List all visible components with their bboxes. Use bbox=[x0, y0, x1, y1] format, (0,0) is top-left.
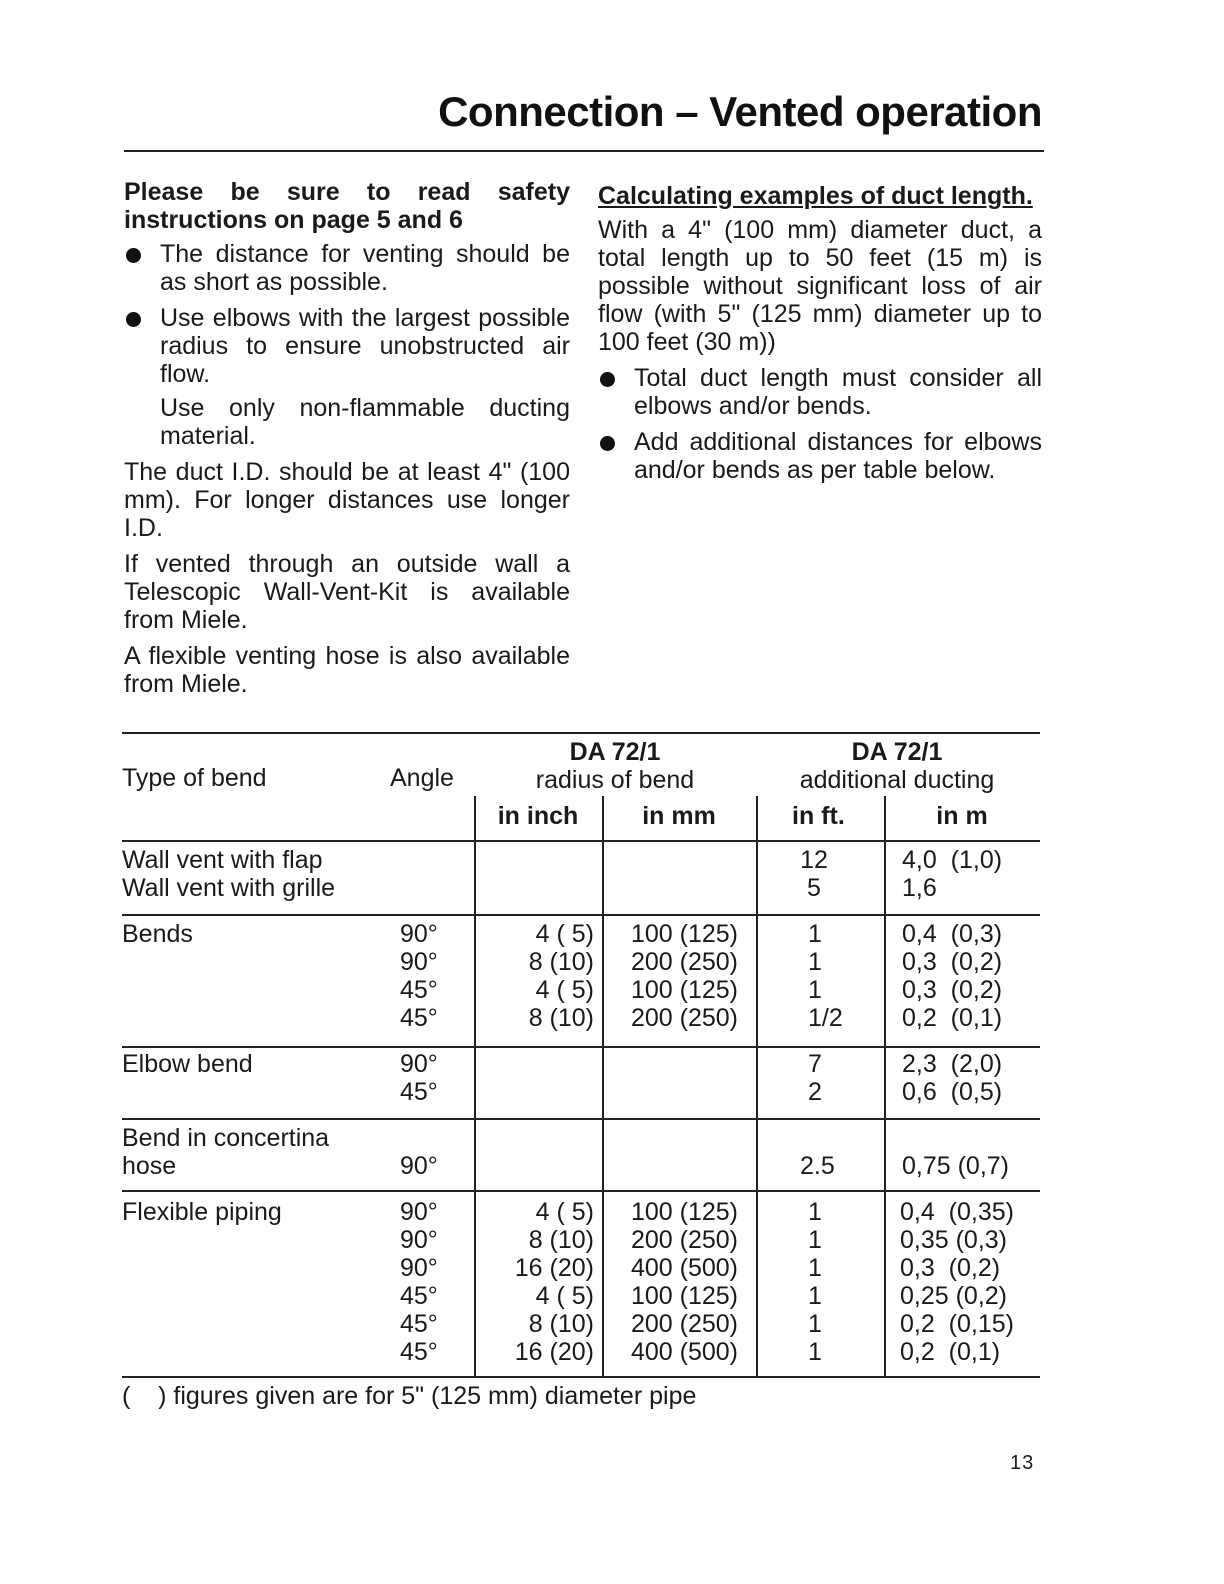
bullet-icon bbox=[600, 436, 615, 451]
row-rule bbox=[122, 1190, 1040, 1192]
title-rule bbox=[124, 150, 1044, 152]
header-group2-model: DA 72/1 bbox=[851, 738, 943, 766]
page-number: 13 bbox=[1010, 1452, 1035, 1474]
header-type: Type of bend bbox=[122, 764, 267, 792]
row-ft: 2.5 bbox=[800, 1152, 835, 1180]
list-item bbox=[598, 428, 1042, 484]
examples-heading: Calculating examples of duct length. bbox=[598, 182, 1033, 210]
row-rule bbox=[122, 914, 1040, 916]
left-bullet-list bbox=[124, 240, 570, 388]
row-ft: 7 2 bbox=[808, 1050, 822, 1106]
right-bullet-list bbox=[598, 364, 1042, 484]
paragraph: A flexible venting hose is also available from Miele. bbox=[124, 642, 570, 698]
column-rule bbox=[602, 796, 604, 1376]
right-column bbox=[598, 180, 1042, 492]
row-type: Wall vent with flap Wall vent with grille bbox=[122, 846, 336, 902]
bullet-continuation: Use only non-flammable ducting material. bbox=[160, 394, 570, 450]
header-angle: Angle bbox=[390, 764, 454, 792]
header-group2-label: additional ducting bbox=[799, 766, 995, 794]
page-title: Connection – Vented operation bbox=[438, 88, 1042, 135]
header-group1-label: radius of bend bbox=[535, 766, 695, 794]
paragraph: If vented through an outside wall a Telescopic Wall-Vent-Kit is available from Miele. bbox=[124, 550, 570, 634]
row-mm: 100 (125) 200 (250) 100 (125) 200 (250) bbox=[630, 920, 738, 1032]
bullet-text: Total duct length must consider all elbows and/or bends. bbox=[634, 364, 1042, 420]
bullet-icon bbox=[126, 312, 141, 327]
header-in-inch: in inch bbox=[497, 802, 579, 830]
list-item bbox=[124, 304, 570, 388]
table-top-rule bbox=[122, 732, 1040, 734]
row-inch: 4 ( 5) 8 (10) 4 ( 5) 8 (10) bbox=[528, 920, 594, 1032]
row-angle: 90° 45° bbox=[400, 1050, 438, 1106]
table-footnote: ( ) figures given are for 5" (125 mm) diameter pipe bbox=[122, 1382, 697, 1410]
header-in-ft: in ft. bbox=[792, 802, 845, 830]
list-item bbox=[598, 364, 1042, 420]
row-m: 0,75 (0,7) bbox=[902, 1152, 1010, 1180]
row-type: Bends bbox=[122, 920, 193, 948]
row-m: 2,3 (2,0) 0,6 (0,5) bbox=[902, 1050, 1003, 1106]
bullet-text: Add additional distances for elbows and/or bends as per table below. bbox=[634, 428, 1042, 484]
row-ft: 1 1 1 1/2 bbox=[808, 920, 843, 1032]
row-angle: 90° 90° 45° 45° bbox=[400, 920, 438, 1032]
list-item bbox=[124, 240, 570, 296]
safety-heading: Please be sure to read safety instructions on page 5 and 6 bbox=[124, 178, 570, 234]
row-ft: 12 5 bbox=[800, 846, 828, 902]
bullet-icon bbox=[126, 248, 141, 263]
bullet-icon bbox=[600, 372, 615, 387]
row-mm: 100 (125) 200 (250) 400 (500) 100 (125) 200 (250) 400 (500) bbox=[630, 1198, 738, 1366]
paragraph: The duct I.D. should be at least 4" (100 mm). For longer distances use longer I.D. bbox=[124, 458, 570, 542]
header-group1-model: DA 72/1 bbox=[569, 738, 661, 766]
header-in-mm: in mm bbox=[642, 802, 716, 830]
column-rule bbox=[756, 796, 758, 1376]
bullet-text: Use elbows with the largest possible radius to ensure unobstructed air flow. bbox=[160, 304, 570, 388]
paragraph: With a 4" (100 mm) diameter duct, a total length up to 50 feet (15 m) is possible without significant loss of air flow (with 5" (125 mm) diameter up to 100 feet (30 m)) bbox=[598, 216, 1042, 356]
row-angle: 90° 90° 90° 45° 45° 45° bbox=[400, 1198, 438, 1366]
row-type: Flexible piping bbox=[122, 1198, 282, 1226]
row-type: Elbow bend bbox=[122, 1050, 253, 1078]
column-rule bbox=[884, 796, 886, 1376]
row-ft: 1 1 1 1 1 1 bbox=[808, 1198, 822, 1366]
header-rule bbox=[122, 840, 1040, 842]
row-m: 0,4 (0,35) 0,35 (0,3) 0,3 (0,2) 0,25 (0,2) 0,2 (0,15) 0,2 (0,1) bbox=[900, 1198, 1014, 1366]
header-in-m: in m bbox=[936, 802, 988, 830]
row-inch: 4 ( 5) 8 (10) 16 (20) 4 ( 5) 8 (10) 16 (20) bbox=[514, 1198, 594, 1366]
row-m: 4,0 (1,0) 1,6 bbox=[902, 846, 1003, 902]
column-rule bbox=[474, 796, 476, 1376]
row-angle: 90° bbox=[400, 1152, 438, 1180]
row-rule bbox=[122, 1046, 1040, 1048]
bullet-text: The distance for venting should be as short as possible. bbox=[160, 240, 570, 296]
table-bottom-rule bbox=[122, 1376, 1040, 1378]
row-type: Bend in concertina hose bbox=[122, 1124, 330, 1180]
left-column bbox=[124, 178, 570, 698]
row-m: 0,4 (0,3) 0,3 (0,2) 0,3 (0,2) 0,2 (0,1) bbox=[902, 920, 1003, 1032]
row-rule bbox=[122, 1118, 1040, 1120]
